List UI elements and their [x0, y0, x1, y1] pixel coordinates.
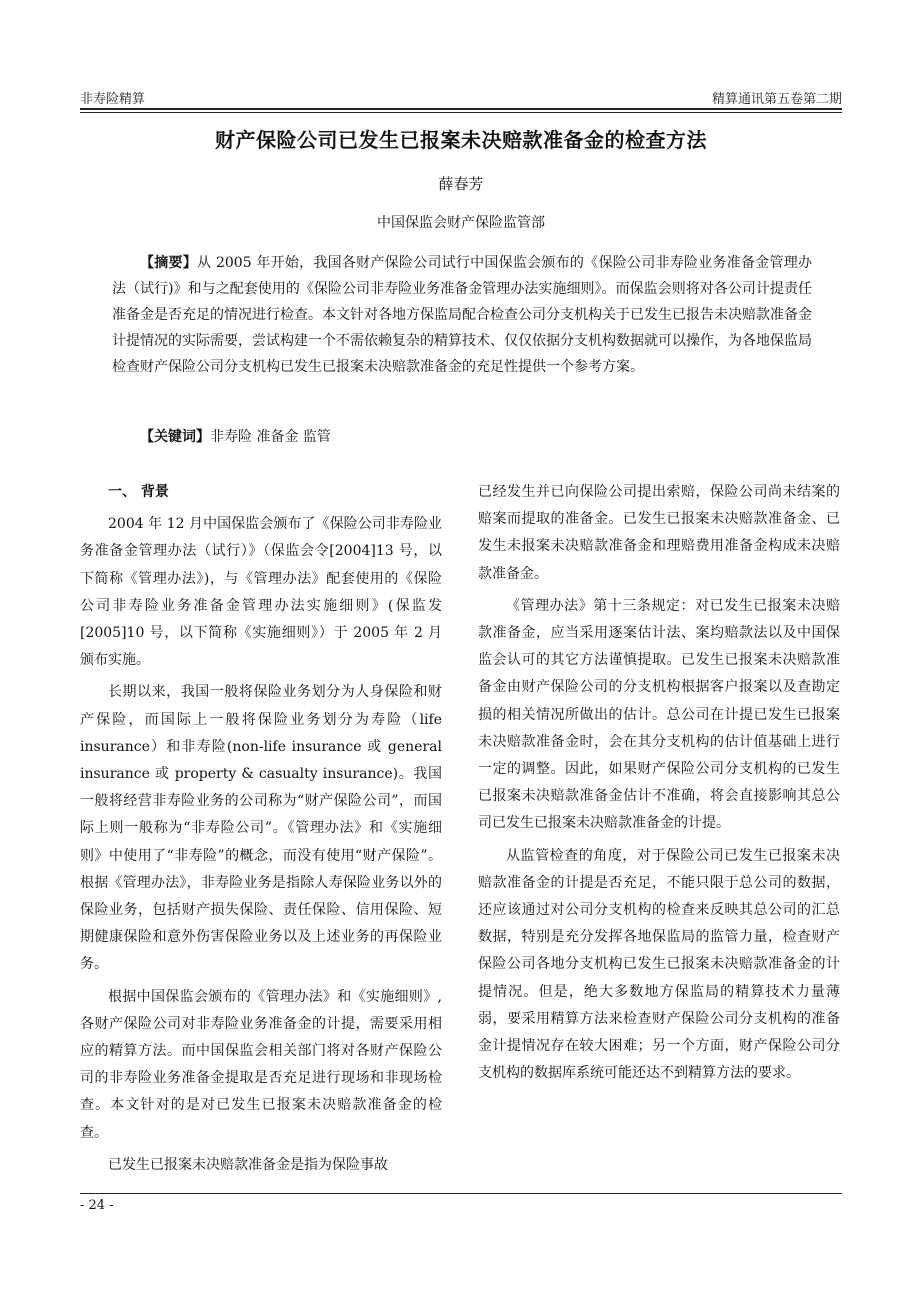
- footer-rule: [80, 1193, 842, 1194]
- article-author: 薛春芳: [438, 175, 484, 193]
- abstract-label: 【摘要】: [140, 255, 198, 271]
- author-affiliation: 中国保监会财产保险监管部: [377, 215, 545, 231]
- abstract-text: 从 2005 年开始，我国各财产保险公司试行中国保监会颁布的《保险公司非寿险业务准备金管理办法（试行)》和与之配套使用的《保险公司非寿险业务准备金管理办法实施细则》。而保监会则将对各公司计提责任准备金是否充足的情况进行检查。本文针对各地方保监局配合检查公司分支机构关于已发生已报告未决赔款准备金计提情况的实际需要，尝试构建一个不需依赖复杂的精算技术、仅仅依据分支机构数据就可以操作，为各地保监局检查财产保险公司分支机构已发生已报案未决赔款准备金的充足性提供一个参考方案。: [112, 255, 813, 375]
- header-journal-issue: 精算通讯第五卷第二期: [711, 92, 842, 107]
- page-number: - 24 -: [80, 1198, 114, 1213]
- header-rule-thick: [80, 108, 842, 110]
- section-heading-background: 一、 背景: [108, 484, 169, 500]
- paragraph: 长期以来，我国一般将保险业务划分为人身保险和财产保险，而国际上一般将保险业务划分为寿险（life insurance）和非寿险(non-life insurance 或 general insurance 或 property & casualty insurance)。我国一般将经营非寿险业务的公司称为“财产保险公司”，而国际上则一般称为“非寿险公司”。《管理办法》和《实施细则》中使用了“非寿险”的概念，而没有使用“财产保险”。根据《管理办法》，非寿险业务是指除人寿保险业务以外的保险业务，包括财产损失保险、责任保险、信用保险、短期健康保险和意外伤害保险业务以及上述业务的再保险业务。: [80, 684, 442, 973]
- paragraph: 已发生已报案未决赔款准备金是指为保险事故: [108, 1156, 388, 1173]
- paragraph-continued: 已经发生并已向保险公司提出索赔，保险公司尚未结案的赔案而提取的准备金。已发生已报案未决赔款准备金、已发生未报案未决赔款准备金和理赔费用准备金构成未决赔款准备金。: [478, 484, 840, 582]
- keywords-text: 非寿险 准备金 监管: [210, 429, 331, 445]
- header-rule-thin: [80, 112, 842, 113]
- abstract: [112, 250, 812, 380]
- paragraph: 根据中国保监会颁布的《管理办法》和《实施细则》,各财产保险公司对非寿险业务准备金的计提，需要采用相应的精算方法。而中国保监会相关部门将对各财产保险公司的非寿险业务准备金提取是否充足进行现场和非现场检查。本文针对的是对已发生已报案未决赔款准备金的检查。: [80, 988, 442, 1141]
- left-column: [80, 479, 442, 1184]
- keywords-label: 【关键词】: [140, 429, 210, 445]
- paragraph: 《管理办法》第十三条规定：对已发生已报案未决赔款准备金，应当采用逐案估计法、案均赔款法以及中国保监会认可的其它方法谨慎提取。已发生已报案未决赔款准备金由财产保险公司的分支机构根据客户报案以及查勘定损的相关情况所做出的估计。总公司在计提已发生已报案未决赔款准备金时，会在其分支机构的估计值基础上进行一定的调整。因此，如果财产保险公司分支机构的已发生已报案未决赔款准备金估计不准确，将会直接影响其总公司已发生已报案未决赔款准备金的计提。: [478, 597, 840, 832]
- keywords: [112, 424, 812, 450]
- paragraph: 2004 年 12 月中国保监会颁布了《保险公司非寿险业务准备金管理办法（试行）》（保监会令[2004]13 号，以下简称《管理办法》)，与《管理办法》配套使用的《保险公司非寿险业务准备金管理办法实施细则》(保监发[2005]10 号，以下简称《实施细则》）于 2005 年 2 月颁布实施。: [80, 516, 442, 669]
- header-section-name: 非寿险精算: [80, 92, 146, 107]
- paragraph: 从监管检查的角度，对于保险公司已发生已报案未决赔款准备金的计提是否充足，不能只限于总公司的数据，还应该通过对公司分支机构的检查来反映其总公司的汇总数据，特别是充分发挥各地保监局的监管力量，检查财产保险公司各地分支机构已发生已报案未决赔款准备金的计提情况。但是，绝大多数地方保监局的精算技术力量薄弱，要采用精算方法来检查财产保险公司分支机构的准备金计提情况存在较大困难；另一个方面，财产保险公司分支机构的数据库系统可能还达不到精算方法的要求。: [478, 847, 840, 1082]
- article-title: 财产保险公司已发生已报案未决赔款准备金的检查方法: [215, 128, 707, 152]
- right-column: [478, 479, 840, 1092]
- running-header: [80, 88, 842, 110]
